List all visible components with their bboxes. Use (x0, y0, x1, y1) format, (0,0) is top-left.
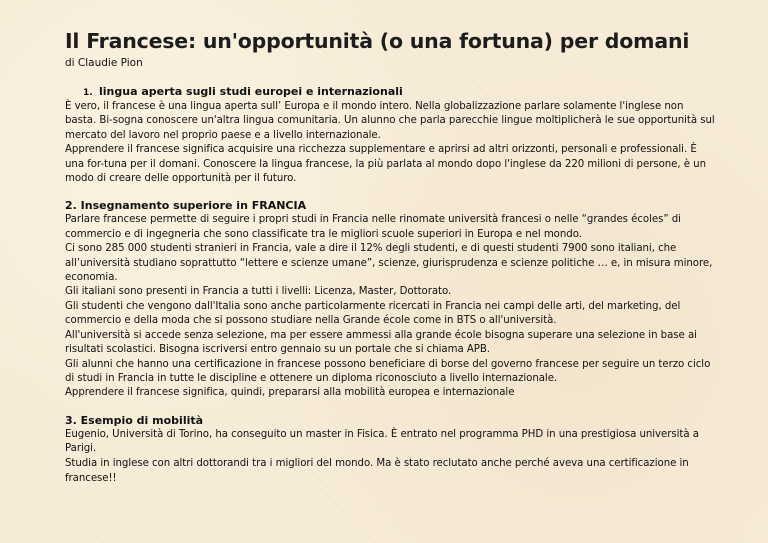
section-2-line: Apprendere il francese significa, quindi, prepararsi alla mobilità europea e internazionale (65, 387, 515, 399)
section-2-line: economia. (65, 272, 118, 284)
section-1-line: una for-tuna per il domani. Conoscere la lingua francese, la più parlata al mondo dopo l'inglese da 220 milioni di persone, è un (65, 158, 706, 170)
section-2-line: commercio e di ingegneria che sono classificate tra le migliori scuole superiori in Europa e nel mondo. (65, 228, 582, 240)
section-2-line: Gli studenti che vengono dall'Italia sono anche particolarmente ricercati in Francia nei campi delle arti, del marketing, del (65, 300, 681, 312)
section-2-line: Parlare francese permette di seguire i propri studi in Francia nelle rinomate università francesi o nelle “grandes écoles” di (65, 214, 681, 226)
section-2-line: Ci sono 285 000 studenti stranieri in Francia, vale a dire il 12% degli studenti, e di questi studenti 7900 sono italiani, che (65, 243, 677, 255)
section-2-line: risultati scolastici. Bisogna iscriversi entro gennaio su un portale che si chiama APB. (65, 344, 490, 356)
document-title: Il Francese: un'opportunità (o una fortuna) per domani (65, 29, 690, 53)
section-1-line: modo di creare delle opportunità per il futuro. (65, 173, 297, 185)
section-3-heading: 3. Esempio di mobilità (65, 413, 204, 427)
section-1-heading-text: lingua aperta sugli studi europei e internazionali (99, 85, 403, 98)
section-1-body (65, 100, 755, 186)
section-1-number: 1. (83, 88, 93, 98)
section-1-line: mercato del lavoro nel proprio paese e a livello internazionale. (65, 129, 381, 141)
section-3-line: Parigi. (65, 443, 97, 455)
section-2 (65, 199, 755, 400)
section-2-heading: 2. Insegnamento superiore in FRANCIA (65, 199, 307, 213)
section-3 (65, 414, 755, 486)
section-1-line: basta. Bi-sogna conoscere un'altra lingua comunitaria. Un alunno che parla parecchie lingue moltiplicherà le sue opportunità sul (65, 115, 715, 127)
section-2-line: Gli italiani sono presenti in Francia a tutti i livelli: Licenza, Master, Dottorato. (65, 286, 452, 298)
section-2-line: all’università studiano soprattutto “lettere e scienze umane”, scienze, giurisprudenza e scienze politiche … e, in misura minore, (65, 257, 713, 269)
document-author: di Claudie Pion (65, 57, 143, 69)
section-2-line: commercio e della moda che si possono studiare nella Grande école come in BTS o all'università. (65, 315, 557, 327)
section-2-line: All'università si accede senza selezione, ma per essere ammessi alla grande école bisogna superare una selezione in base ai (65, 329, 697, 341)
section-3-line: Eugenio, Università di Torino, ha conseguito un master in Fisica. È entrato nel programma PHD in una prestigiosa università a (65, 428, 699, 440)
section-2-line: di studi in Francia in tutte le discipline e ottenere un diploma riconosciuto a livello internazionale. (65, 372, 558, 384)
section-2-line: Gli alunni che hanno una certificazione in francese possono beneficiare di borse del governo francese per seguire un terzo ciclo (65, 358, 711, 370)
section-3-line: Studia in inglese con altri dottorandi tra i migliori del mondo. Ma è stato reclutato anche perché aveva una certificazione in (65, 457, 689, 469)
section-1-heading (65, 85, 755, 100)
section-1-line: È vero, il francese è una lingua aperta sull’ Europa e il mondo intero. Nella globalizzazione parlare solamente l'inglese non (65, 101, 684, 112)
section-3-last-line: francese!! (65, 472, 117, 484)
section-1-line: Apprendere il francese significa acquisire una ricchezza supplementare e aprirsi ad altri orizzonti, personali e professionali. È (65, 144, 697, 156)
document-page (65, 28, 755, 486)
